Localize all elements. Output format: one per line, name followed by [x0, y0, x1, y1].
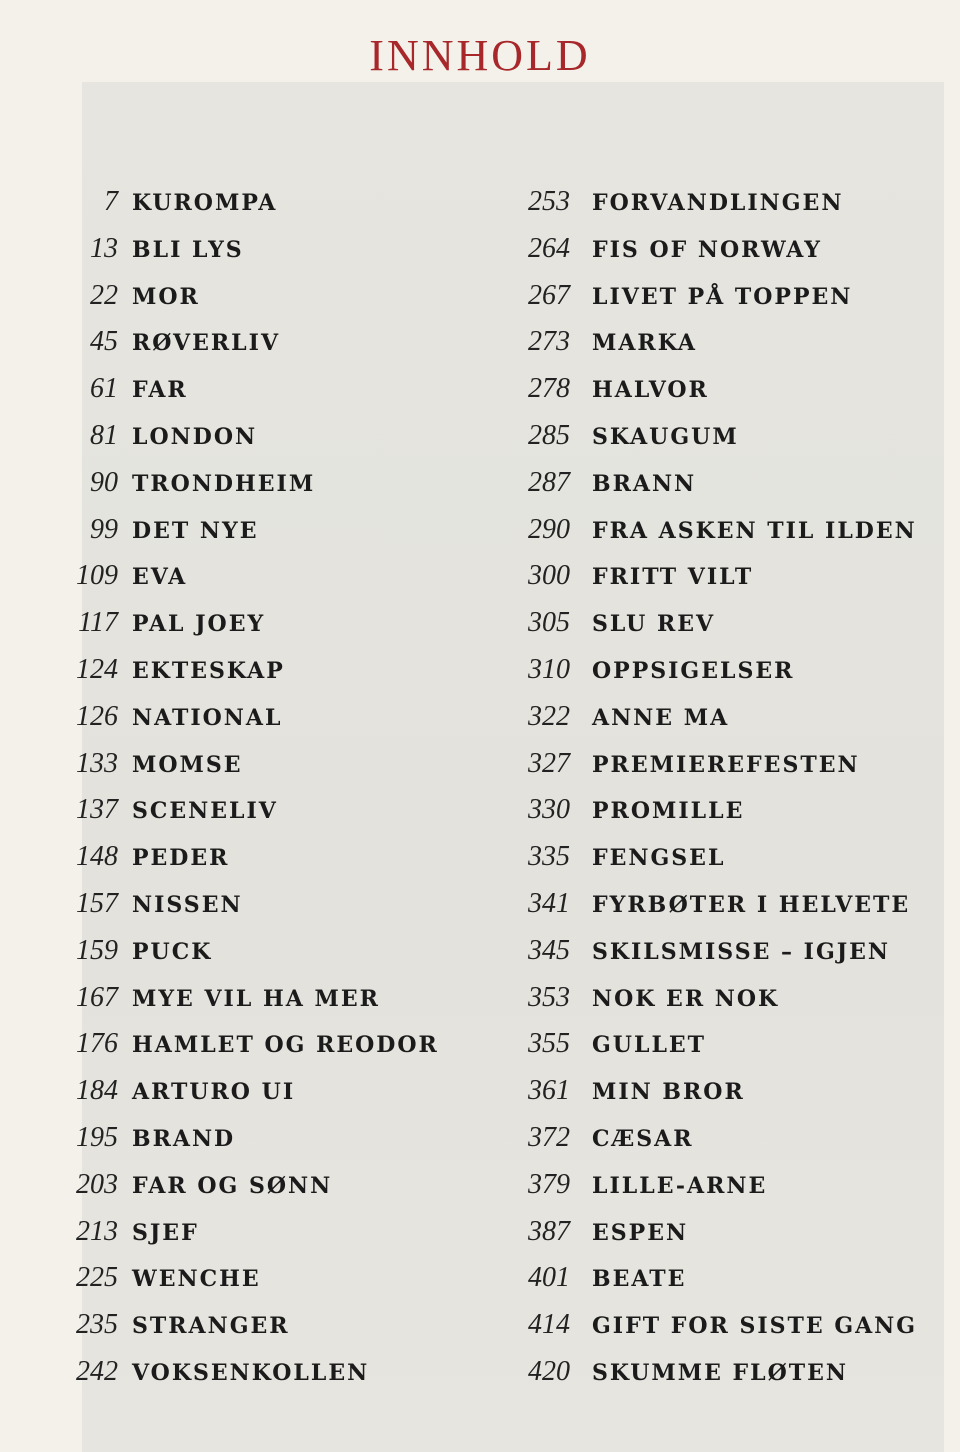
toc-entry	[510, 1262, 917, 1309]
toc-page-number: 267	[528, 279, 570, 311]
toc-page-number: 109	[76, 560, 118, 592]
toc-entry	[56, 186, 439, 233]
toc-page-number: 148	[76, 841, 118, 873]
toc-chapter-title: FRA ASKEN TIL ILDEN	[592, 517, 917, 544]
toc-chapter-title: BRANN	[592, 470, 697, 497]
toc-chapter-title: VOKSENKOLLEN	[132, 1359, 370, 1386]
toc-page-number: 387	[528, 1215, 570, 1247]
toc-page-number: 242	[76, 1355, 118, 1387]
toc-chapter-title: LIVET PÅ TOPPEN	[592, 283, 853, 310]
toc-entry	[56, 1028, 439, 1075]
toc-page-number: 45	[90, 326, 118, 358]
toc-page-number: 253	[528, 186, 570, 217]
toc-page-number: 159	[76, 934, 118, 966]
toc-entry	[56, 1122, 439, 1169]
toc-chapter-title: BRAND	[132, 1125, 236, 1152]
toc-entry	[510, 186, 917, 233]
toc-chapter-title: CÆSAR	[592, 1125, 694, 1152]
toc-entry	[56, 1356, 439, 1403]
toc-entry	[510, 1169, 917, 1216]
toc-entry	[56, 514, 439, 561]
toc-page-number: 13	[90, 232, 118, 264]
toc-entry	[56, 467, 439, 514]
toc-chapter-title: NOK ER NOK	[592, 985, 780, 1012]
toc-chapter-title: SLU REV	[592, 611, 716, 638]
toc-entry	[56, 1262, 439, 1309]
toc-chapter-title: PEDER	[132, 845, 230, 872]
page-title: INNHOLD	[369, 31, 591, 80]
toc-page-number: 285	[528, 419, 570, 451]
toc-chapter-title: SJEF	[132, 1219, 199, 1246]
toc-page-number: 414	[528, 1309, 570, 1341]
toc-chapter-title: GIFT FOR SISTE GANG	[592, 1313, 918, 1340]
toc-entry	[56, 1216, 439, 1263]
toc-page-number: 305	[528, 607, 570, 639]
toc-chapter-title: MYE VIL HA MER	[132, 985, 380, 1012]
toc-chapter-title: WENCHE	[132, 1266, 261, 1293]
toc-page-number: 133	[76, 747, 118, 779]
toc-page-number: 327	[528, 747, 570, 779]
toc-entry	[510, 326, 917, 373]
toc-entry	[56, 1169, 439, 1216]
toc-entry	[56, 1075, 439, 1122]
toc-entry	[510, 420, 917, 467]
toc-entry	[510, 841, 917, 888]
toc-chapter-title: HAMLET OG REODOR	[132, 1032, 439, 1059]
toc-chapter-title: SKILSMISSE – IGJEN	[592, 938, 891, 965]
toc-entry	[56, 982, 439, 1029]
toc-chapter-title: EVA	[132, 564, 188, 591]
toc-entry	[510, 1356, 917, 1403]
toc-entry	[510, 701, 917, 748]
toc-page-number: 225	[76, 1262, 118, 1294]
toc-entry	[510, 794, 917, 841]
toc-page-number: 167	[76, 981, 118, 1013]
toc-entry	[56, 794, 439, 841]
toc-entry	[510, 654, 917, 701]
toc-page-number: 355	[528, 1028, 570, 1060]
toc-chapter-title: TRONDHEIM	[132, 470, 316, 497]
toc-chapter-title: SKUMME FLØTEN	[592, 1359, 849, 1386]
toc-page-number: 300	[528, 560, 570, 592]
toc-page-number: 361	[528, 1075, 570, 1107]
toc-page-number: 61	[90, 373, 118, 405]
toc-page-number: 322	[528, 700, 570, 732]
toc-page-number: 157	[76, 887, 118, 919]
toc-page-number: 335	[528, 841, 570, 873]
toc-page-number: 99	[90, 513, 118, 545]
toc-chapter-title: MIN BROR	[592, 1079, 745, 1106]
toc-chapter-title: FENGSEL	[592, 845, 726, 872]
toc-entry	[510, 748, 917, 795]
toc-entry	[56, 373, 439, 420]
toc-entry	[56, 560, 439, 607]
toc-chapter-title: ARTURO UI	[132, 1079, 296, 1106]
toc-entry	[56, 654, 439, 701]
toc-page-number: 235	[76, 1309, 118, 1341]
toc-entry	[56, 748, 439, 795]
toc-entry	[56, 607, 439, 654]
toc-chapter-title: PUCK	[132, 938, 213, 965]
toc-chapter-title: ANNE MA	[592, 704, 730, 731]
toc-chapter-title: LONDON	[132, 423, 258, 450]
toc-entry	[510, 935, 917, 982]
toc-right-column	[510, 186, 917, 1403]
toc-chapter-title: FIS OF NORWAY	[592, 236, 822, 263]
toc-chapter-title: GULLET	[592, 1032, 707, 1059]
toc-chapter-title: FYRBØTER I HELVETE	[592, 891, 911, 918]
toc-page-number: 420	[528, 1355, 570, 1387]
toc-chapter-title: FAR	[132, 377, 188, 404]
toc-entry	[56, 326, 439, 373]
toc-chapter-title: MOMSE	[132, 751, 243, 778]
toc-chapter-title: NISSEN	[132, 891, 243, 918]
toc-chapter-title: SKAUGUM	[592, 423, 739, 450]
toc-entry	[510, 1216, 917, 1263]
toc-page-number: 273	[528, 326, 570, 358]
toc-entry	[510, 514, 917, 561]
toc-chapter-title: EKTESKAP	[132, 657, 285, 684]
toc-entry	[510, 560, 917, 607]
toc-page-number: 90	[90, 466, 118, 498]
toc-entry	[56, 935, 439, 982]
toc-page-number: 353	[528, 981, 570, 1013]
toc-entry	[510, 1122, 917, 1169]
toc-page-number: 22	[90, 279, 118, 311]
toc-entry	[56, 1309, 439, 1356]
toc-page-number: 124	[76, 653, 118, 685]
toc-chapter-title: SCENELIV	[132, 798, 278, 825]
toc-page-number: 278	[528, 373, 570, 405]
toc-chapter-title: RØVERLIV	[132, 330, 281, 357]
toc-entry	[56, 841, 439, 888]
toc-page-number: 117	[78, 607, 118, 639]
toc-chapter-title: FAR OG SØNN	[132, 1172, 333, 1199]
toc-page-number: 7	[104, 186, 118, 217]
toc-entry	[510, 280, 917, 327]
toc-chapter-title: STRANGER	[132, 1313, 290, 1340]
toc-page-number: 264	[528, 232, 570, 264]
toc-entry	[510, 1075, 917, 1122]
toc-page-number: 341	[528, 887, 570, 919]
toc-page-number: 176	[76, 1028, 118, 1060]
toc-entry	[56, 888, 439, 935]
toc-page-number: 330	[528, 794, 570, 826]
toc-entry	[510, 373, 917, 420]
toc-chapter-title: KUROMPA	[132, 190, 278, 216]
toc-page-number: 372	[528, 1121, 570, 1153]
toc-chapter-title: NATIONAL	[132, 704, 283, 731]
toc-page-number: 401	[528, 1262, 570, 1294]
toc-chapter-title: OPPSIGELSER	[592, 657, 795, 684]
toc-chapter-title: BEATE	[592, 1266, 687, 1293]
toc-page-number: 287	[528, 466, 570, 498]
toc-entry	[56, 233, 439, 280]
toc-entry	[510, 607, 917, 654]
toc-left-column	[56, 186, 439, 1403]
toc-chapter-title: MOR	[132, 283, 200, 310]
toc-chapter-title: FRITT VILT	[592, 564, 754, 591]
toc-entry	[56, 701, 439, 748]
toc-page-number: 81	[90, 419, 118, 451]
toc-chapter-title: PREMIEREFESTEN	[592, 751, 860, 778]
toc-page-number: 137	[76, 794, 118, 826]
toc-page-number: 203	[76, 1168, 118, 1200]
toc-page-number: 184	[76, 1075, 118, 1107]
toc-entry	[510, 888, 917, 935]
toc-chapter-title: DET NYE	[132, 517, 259, 544]
toc-entry	[510, 1028, 917, 1075]
toc-chapter-title: LILLE-ARNE	[592, 1172, 768, 1199]
toc-chapter-title: HALVOR	[592, 377, 709, 404]
toc-page-number: 126	[76, 700, 118, 732]
toc-entry	[56, 280, 439, 327]
toc-page-number: 213	[76, 1215, 118, 1247]
toc-entry	[510, 467, 917, 514]
toc-entry	[510, 233, 917, 280]
toc-chapter-title: MARKA	[592, 330, 698, 357]
toc-chapter-title: FORVANDLINGEN	[592, 190, 844, 216]
toc-chapter-title: BLI LYS	[132, 236, 244, 263]
toc-entry	[510, 1309, 917, 1356]
toc-chapter-title: PROMILLE	[592, 798, 745, 825]
toc-entry	[510, 982, 917, 1029]
toc-chapter-title: PAL JOEY	[132, 611, 266, 638]
toc-page-number: 379	[528, 1168, 570, 1200]
toc-page-number: 195	[76, 1121, 118, 1153]
toc-page-number: 345	[528, 934, 570, 966]
toc-entry	[56, 420, 439, 467]
toc-page-number: 310	[528, 653, 570, 685]
toc-chapter-title: ESPEN	[592, 1219, 689, 1246]
toc-page-number: 290	[528, 513, 570, 545]
